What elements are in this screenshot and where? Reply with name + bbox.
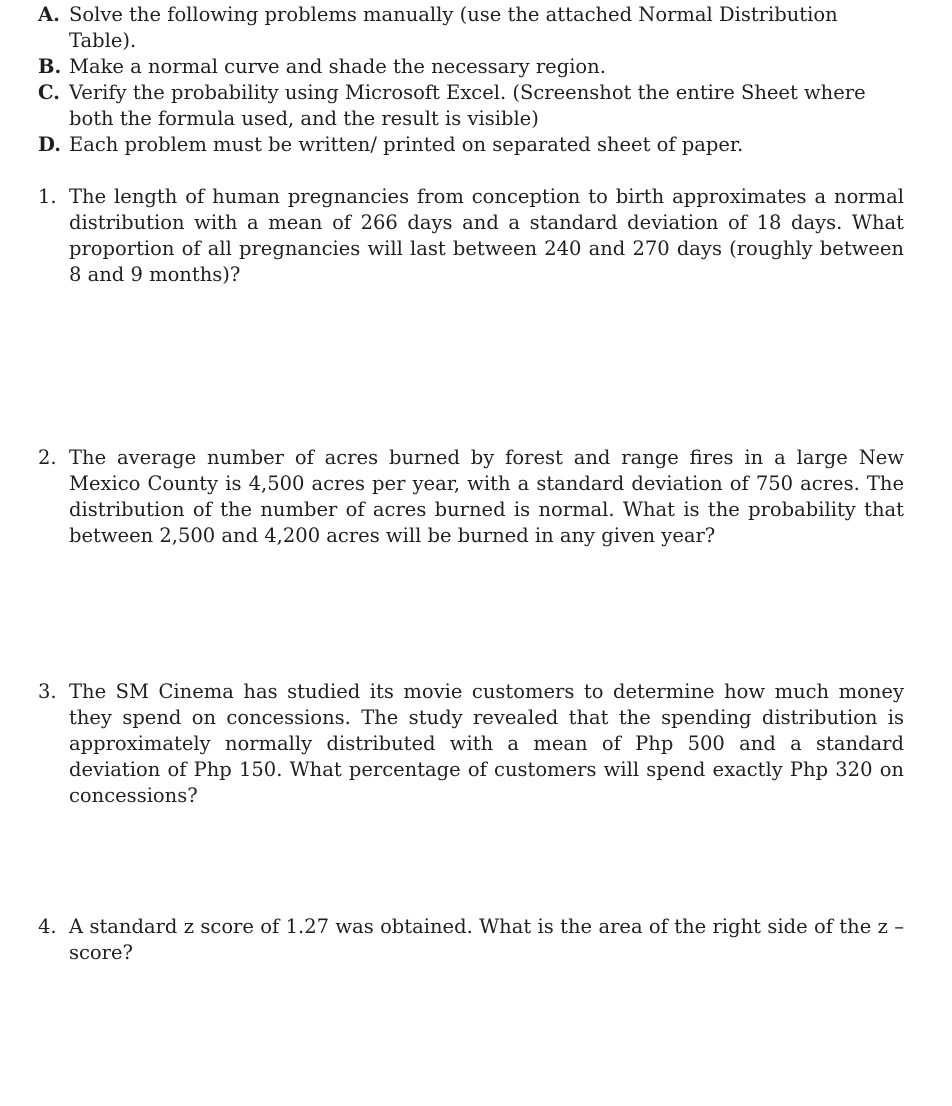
instruction-d (38, 132, 904, 158)
instruction-a (38, 2, 904, 54)
instruction-marker: B. (38, 55, 62, 78)
problem-number: 4. (38, 915, 57, 938)
problem-2 (38, 445, 904, 549)
problem-4 (38, 914, 904, 966)
instruction-c (38, 80, 904, 132)
problem-text: The SM Cinema has studied its movie customers to determine how much money they spend on concessions. The study revealed that the spending distribution is approximately normally distributed with a mean of Php 500 and a standard deviation of Php 150. What percentage of customers will spend exactly Php 320 on concessions? (69, 680, 904, 807)
instruction-text: Each problem must be written/ printed on separated sheet of paper. (69, 133, 744, 156)
problem-number: 1. (38, 185, 57, 208)
instruction-text: Solve the following problems manually (use the attached Normal Distribution Table). (69, 3, 838, 52)
problem-text: The average number of acres burned by forest and range fires in a large New Mexico County is 4,500 acres per year, with a standard deviation of 750 acres. The distribution of the number of acres burned is normal. What is the probability that between 2,500 and 4,200 acres will be burned in any given year? (69, 446, 904, 547)
instruction-marker: D. (38, 133, 62, 156)
instruction-text: Make a normal curve and shade the necessary region. (69, 55, 606, 78)
problem-number: 3. (38, 680, 57, 703)
instruction-marker: A. (38, 3, 60, 26)
problem-3 (38, 679, 904, 809)
instruction-marker: C. (38, 81, 60, 104)
problem-text: A standard z score of 1.27 was obtained. What is the area of the right side of the z – score? (69, 915, 904, 964)
instruction-text: Verify the probability using Microsoft Excel. (Screenshot the entire Sheet where both the formula used, and the result is visible) (69, 81, 866, 130)
problem-1 (38, 184, 904, 288)
problem-text: The length of human pregnancies from conception to birth approximates a normal distribution with a mean of 266 days and a standard deviation of 18 days. What proportion of all pregnancies will last between 240 and 270 days (roughly between 8 and 9 months)? (69, 185, 904, 286)
instruction-b (38, 54, 904, 80)
problem-number: 2. (38, 446, 57, 469)
